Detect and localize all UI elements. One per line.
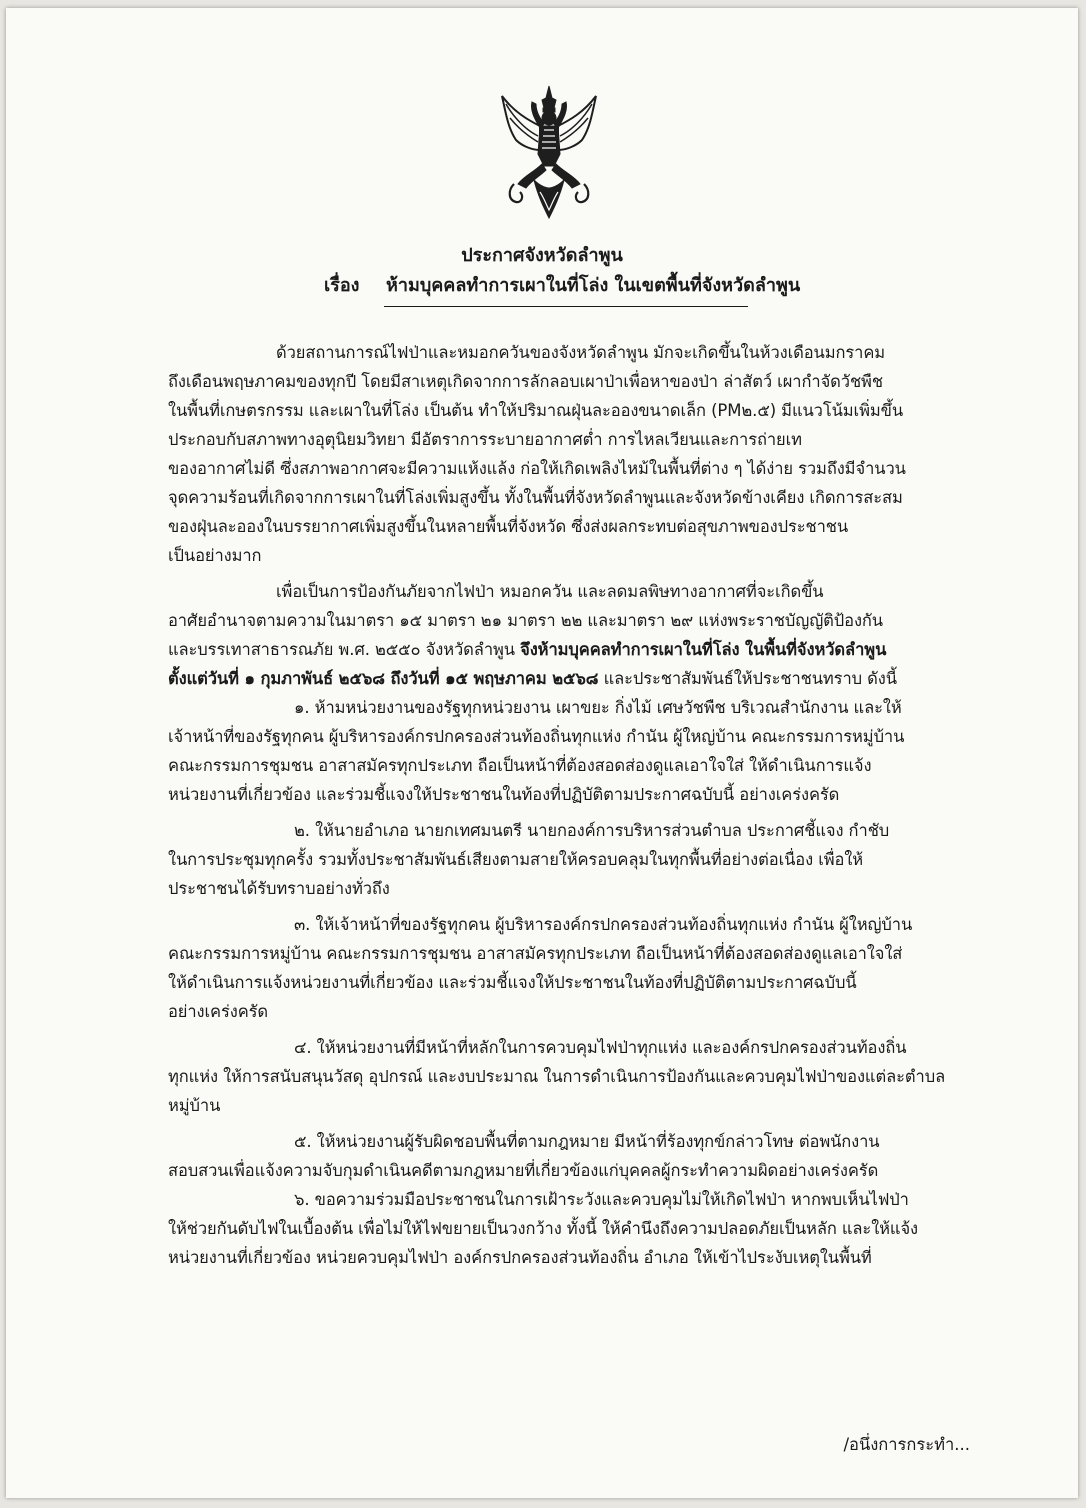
- text-line: ทุกแห่ง ให้การสนับสนุนวัสดุ อุปกรณ์ และงบประมาณ ในการดำเนินการป้องกันและควบคุมไฟป่าของแต่ละตำบล: [168, 1067, 946, 1086]
- text-line: [168, 635, 976, 664]
- text-line: ประกอบกับสภาพทางอุตุนิยมวิทยา มีอัตราการระบายอากาศต่ำ การไหลเวียนและการถ่ายเท: [168, 430, 802, 449]
- text-line: หน่วยงานที่เกี่ยวข้อง หน่วยควบคุมไฟป่า องค์กรปกครองส่วนท้องถิ่น อำเภอ ให้เข้าไประงับเหตุในพื้นที่: [168, 1248, 872, 1267]
- garuda-emblem-icon: [494, 84, 604, 222]
- document-title: ประกาศจังหวัดลำพูน: [461, 245, 623, 266]
- paragraph-item-5: [168, 1127, 976, 1185]
- text-run: และบรรเทาสาธารณภัย พ.ศ. ๒๕๕๐ จังหวัดลำพูน: [168, 640, 521, 659]
- subject-text: ห้ามบุคคลทำการเผาในที่โล่ง ในเขตพื้นที่จังหวัดลำพูน: [386, 275, 801, 296]
- text-line: สอบสวนเพื่อแจ้งความจับกุมดำเนินคดีตามกฎหมายที่เกี่ยวข้องแก่บุคคลผู้กระทำความผิดอย่างเคร่งครัด: [168, 1161, 879, 1180]
- text-line: คณะกรรมการชุมชน อาสาสมัครทุกประเภท ถือเป็นหน้าที่ต้องสอดส่องดูแลเอาใจใส่ ให้ดำเนินการแจ้ง: [168, 756, 872, 775]
- paragraph-item-4: [168, 1033, 976, 1120]
- paragraph-item-6: [168, 1185, 976, 1272]
- paragraph-authority: [168, 577, 976, 693]
- text-line: ถึงเดือนพฤษภาคมของทุกปี โดยมีสาเหตุเกิดจากการลักลอบเผาป่าเพื่อหาของป่า ล่าสัตว์ เผากำจัดวัชพืช: [168, 372, 883, 391]
- text-line: ประชาชนได้รับทราบอย่างทั่วถึง: [168, 879, 390, 898]
- continuation-marker: /อนึ่งการกระทำ...: [843, 1435, 970, 1454]
- text-line: ให้ดำเนินการแจ้งหน่วยงานที่เกี่ยวข้อง และร่วมชี้แจงให้ประชาชนในท้องที่ปฏิบัติตามประกาศฉบับนี้: [168, 973, 857, 992]
- text-line: อาศัยอำนาจตามความในมาตรา ๑๕ มาตรา ๒๑ มาตรา ๒๒ และมาตรา ๒๙ แห่งพระราชบัญญัติป้องกัน: [168, 611, 883, 630]
- text-run: และประชาสัมพันธ์ให้ประชาชนทราบ ดังนี้: [598, 669, 897, 688]
- paragraph-item-1: [168, 693, 976, 809]
- paragraph-item-3: [168, 910, 976, 1026]
- text-line: จุดความร้อนที่เกิดจากการเผาในที่โล่งเพิ่มสูงขึ้น ทั้งในพื้นที่จังหวัดลำพูนและจังหวัดข้างเคียง เกิดการสะสม: [168, 488, 903, 507]
- document-body: [168, 338, 976, 1272]
- text-line: ของอากาศไม่ดี ซึ่งสภาพอากาศจะมีความแห้งแล้ง ก่อให้เกิดเพลิงไหม้ในพื้นที่ต่าง ๆ ได้ง่าย รวมถึงมีจำนวน: [168, 459, 906, 478]
- text-line: ๖. ขอความร่วมมือประชาชนในการเฝ้าระวังและควบคุมไม่ให้เกิดไฟป่า หากพบเห็นไฟป่า: [294, 1190, 909, 1209]
- document-page: [6, 8, 1078, 1498]
- text-line: หน่วยงานที่เกี่ยวข้อง และร่วมชี้แจงให้ประชาชนในท้องที่ปฏิบัติตามประกาศฉบับนี้ อย่างเคร่งครัด: [168, 785, 840, 804]
- text-line: เป็นอย่างมาก: [168, 546, 262, 565]
- bold-text-run: จึงห้ามบุคคลทำการเผาในที่โล่ง ในพื้นที่จังหวัดลำพูน: [520, 640, 887, 659]
- text-line: [168, 664, 976, 693]
- text-line: ๒. ให้นายอำเภอ นายกเทศมนตรี นายกองค์การบริหารส่วนตำบล ประกาศชี้แจง กำชับ: [294, 821, 890, 840]
- text-line: หมู่บ้าน: [168, 1096, 221, 1115]
- paragraph-item-2: [168, 816, 976, 903]
- document-subject: [324, 270, 884, 299]
- text-line: ๓. ให้เจ้าหน้าที่ของรัฐทุกคน ผู้บริหารองค์กรปกครองส่วนท้องถิ่นทุกแห่ง กำนัน ผู้ใหญ่บ้าน: [294, 915, 913, 934]
- text-line: ในพื้นที่เกษตรกรรม และเผาในที่โล่ง เป็นต้น ทำให้ปริมาณฝุ่นละอองขนาดเล็ก (PM๒.๕) มีแนวโน้มเพิ่มขึ้น: [168, 401, 904, 420]
- text-line: ในการประชุมทุกครั้ง รวมทั้งประชาสัมพันธ์เสียงตามสายให้ครอบคลุมในทุกพื้นที่อย่างต่อเนื่อง เพื่อให้: [168, 850, 864, 869]
- bold-text-run: ตั้งแต่วันที่ ๑ กุมภาพันธ์ ๒๕๖๘ ถึงวันที่ ๑๕ พฤษภาคม ๒๕๖๘: [168, 669, 599, 688]
- subject-label: เรื่อง: [324, 275, 360, 296]
- text-line: ของฝุ่นละอองในบรรยากาศเพิ่มสูงขึ้นในหลายพื้นที่จังหวัด ซึ่งส่งผลกระทบต่อสุขภาพของประชาชน: [168, 517, 849, 536]
- text-line: คณะกรรมการหมู่บ้าน คณะกรรมการชุมชน อาสาสมัครทุกประเภท ถือเป็นหน้าที่ต้องสอดส่องดูแลเอาใจใส่: [168, 944, 903, 963]
- text-line: ด้วยสถานการณ์ไฟป่าและหมอกควันของจังหวัดลำพูน มักจะเกิดขึ้นในห้วงเดือนมกราคม: [276, 343, 886, 362]
- text-line: ๔. ให้หน่วยงานที่มีหน้าที่หลักในการควบคุมไฟป่าทุกแห่ง และองค์กรปกครองส่วนท้องถิ่น: [294, 1038, 907, 1057]
- text-line: ๕. ให้หน่วยงานผู้รับผิดชอบพื้นที่ตามกฎหมาย มีหน้าที่ร้องทุกข์กล่าวโทษ ต่อพนักงาน: [294, 1132, 880, 1151]
- text-line: เจ้าหน้าที่ของรัฐทุกคน ผู้บริหารองค์กรปกครองส่วนท้องถิ่นทุกแห่ง กำนัน ผู้ใหญ่บ้าน คณะกรรมการหมู่บ้าน: [168, 727, 905, 746]
- text-line: เพื่อเป็นการป้องกันภัยจากไฟป่า หมอกควัน และลดมลพิษทางอากาศที่จะเกิดขึ้น: [276, 582, 824, 601]
- paragraph-intro: [168, 338, 976, 570]
- subject-underline: [384, 306, 748, 307]
- text-line: ๑. ห้ามหน่วยงานของรัฐทุกหน่วยงาน เผาขยะ กิ่งไม้ เศษวัชพืช บริเวณสำนักงาน และให้: [294, 698, 902, 717]
- text-line: ให้ช่วยกันดับไฟในเบื้องต้น เพื่อไม่ให้ไฟขยายเป็นวงกว้าง ทั้งนี้ ให้คำนึงถึงความปลอดภัยเป็นหลัก และให้แจ้ง: [168, 1219, 918, 1238]
- text-line: อย่างเคร่งครัด: [168, 1002, 269, 1021]
